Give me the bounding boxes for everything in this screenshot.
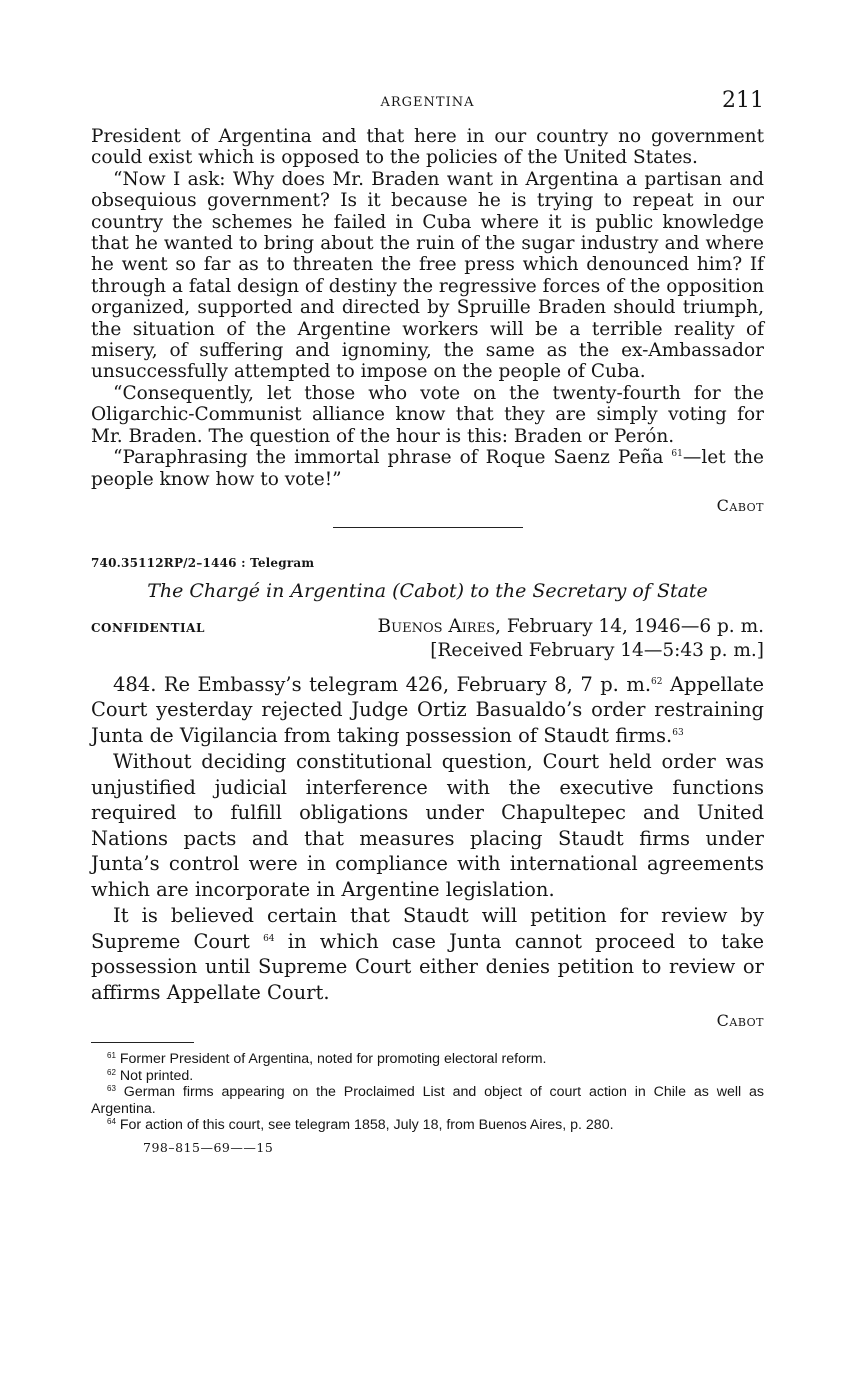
footnote	[91, 1051, 764, 1068]
section-divider	[333, 527, 523, 528]
paragraph-text: “Paraphrasing the immortal phrase of Roque Saenz Peña	[113, 447, 672, 469]
paragraph: Without deciding constitutional question, Court held order was unjustified judicial interference with the executive functions required to fulfill obligations under Chapultepec and United Nations pacts and that measures placing Staudt firms under Junta’s control were in compliance with international agreements which are incorporate in Argentine legislation.	[91, 750, 764, 901]
footnote-ref: 62	[651, 676, 663, 687]
footnote-text: For action of this court, see telegram 1858, July 18, from Buenos Aires, p. 280.	[119, 1117, 614, 1134]
document-title: The Chargé in Argentina (Cabot) to the Secretary of State	[147, 579, 708, 602]
running-title: ARGENTINA	[380, 95, 475, 110]
footnote	[91, 1117, 764, 1134]
footnote-ref: 63	[672, 727, 684, 738]
page-number: 211	[722, 88, 764, 113]
dateline	[91, 616, 764, 666]
footnote-ref: 64	[263, 933, 275, 944]
classification: CONFIDENTIAL	[91, 620, 205, 635]
paragraph-text: —let the people know how to vote!”	[91, 447, 764, 490]
paragraph	[91, 903, 764, 1005]
signature: Cabot	[716, 1011, 764, 1031]
footnote-text: Not printed.	[119, 1067, 194, 1084]
footnote-number: 64	[107, 1117, 116, 1127]
file-reference: 740.35112RP/2–1446 : Telegram	[91, 555, 315, 570]
footnote-number: 61	[107, 1051, 116, 1061]
footnote-text: Former President of Argentina, noted for promoting electoral reform.	[119, 1051, 547, 1068]
paragraph: “Now I ask: Why does Mr. Braden want in Argentina a partisan and obsequious government? Is it because he is trying to repeat in our country the schemes he failed in Cuba where it is public knowledge that he wanted to bring about the ruin of the sugar industry and where he went so far as to threaten the free press which denounced him? If through a fatal design of destiny the regressive forces of the opposition organized, supported and directed by Spruille Braden should triumph, the situation of the Argentine workers will be a terrible reality of misery, of suffering and ignominy, the same as the ex-Ambassador unsuccessfully attempted to impose on the people of Cuba.	[91, 168, 764, 383]
signature: Cabot	[716, 495, 764, 515]
footnote	[91, 1084, 764, 1117]
print-code: 798–815—69——15	[143, 1139, 274, 1155]
footnote-number: 63	[107, 1084, 116, 1094]
page-header	[91, 86, 764, 126]
footnote-ref: 61	[671, 449, 683, 460]
footnote-divider	[91, 1042, 194, 1043]
paragraph: “Consequently, let those who vote on the twenty-fourth for the Oligarchic-Communist alliance know that they are simply voting for Mr. Braden. The question of the hour is this: Braden or Perón.	[91, 382, 764, 447]
place-date	[378, 616, 764, 637]
paragraph	[91, 447, 764, 490]
date-sent: , February 14, 1946—6 p. m.	[495, 615, 764, 637]
telegram-body	[91, 672, 764, 1006]
place: Buenos Aires	[377, 615, 496, 637]
paragraph-text: 484. Re Embassy’s telegram 426, February 8, 7 p. m.	[113, 672, 652, 696]
paragraph: President of Argentina and that here in our country no government could exist which is opposed to the policies of the United States.	[91, 126, 764, 169]
footnote	[91, 1068, 764, 1085]
footnote-text: German firms appearing on the Proclaimed List and object of court action in Chile as well as Argentina.	[91, 1084, 764, 1117]
received-date: [Received February 14—5:43 p. m.]	[430, 639, 764, 661]
paragraph-text: It is believed certain that Staudt will petition for review by Supreme Court	[91, 904, 764, 953]
page	[91, 86, 764, 1155]
paragraph-text: in which case Junta cannot proceed to take possession until Supreme Court either denies petition to review or affirms Appellate Court.	[91, 929, 764, 1004]
footnote-number: 62	[107, 1067, 116, 1077]
footnotes	[91, 1051, 764, 1134]
paragraph	[91, 672, 764, 749]
previous-document-text	[91, 126, 764, 490]
paragraph-text: Appellate Court yesterday rejected Judge Ortiz Basualdo’s order restraining Junta de Vigilancia from taking possession of Staudt firms.	[91, 672, 765, 747]
